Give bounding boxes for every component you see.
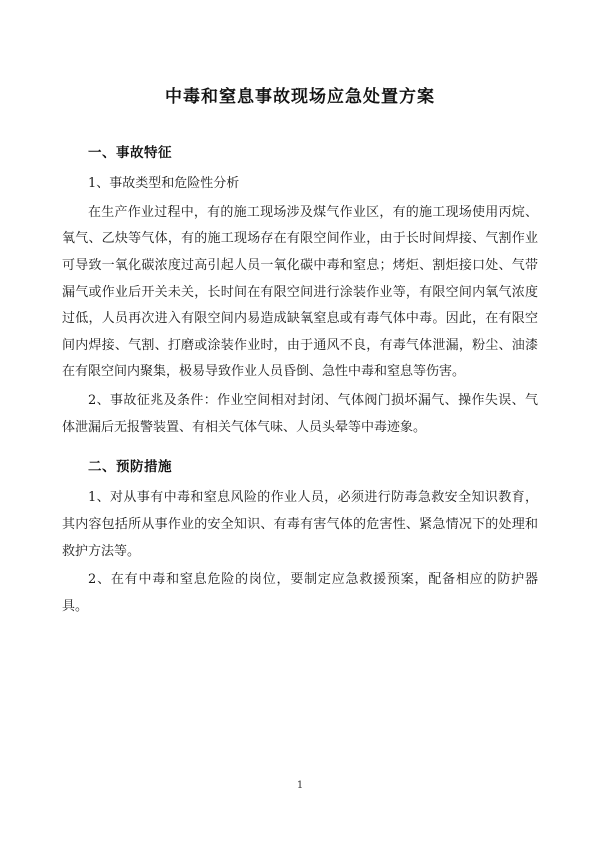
page-number: 1 [296,780,304,791]
paragraph-2-2: 2、在有中毒和窒息危险的岗位，要制定应急救援预案，配备相应的防护器具。 [62,572,538,614]
section-heading-2: 二、预防措施 [88,459,172,476]
paragraph-1-2: 在生产作业过程中，有的施工现场涉及煤气作业区，有的施工现场使用丙烷、氧气、乙炔等气体，有的施工现场存在有限空间作业，由于长时间焊接、气割作业可导致一氧化碳浓度过高引起人员一氧化碳中毒和窒息；烤炬、割炬接口处、气带漏气或作业后开关未关，长时间在有限空间进行涂装作业等，有限空间内氧气浓度过低，人员再次进入有限空间内易造成缺氧窒息或有毒气体中毒。因此，在有限空间内焊接、气割、打磨或涂装作业时，由于通风不良，有毒气体泄漏，粉尘、油漆在有限空间内聚集，极易导致作业人员昏倒、急性中毒和窒息等伤害。 [62,204,538,380]
page-title: 中毒和窒息事故现场应急处置方案 [165,87,435,107]
paragraph-2-1: 1、对从事有中毒和窒息风险的作业人员，必须进行防毒急救安全知识教育，其内容包括所从事作业的安全知识、有毒有害气体的危害性、紧急情况下的处理和救护方法等。 [62,490,538,559]
section-heading-1: 一、事故特征 [88,145,172,161]
paragraph-1-3: 2、事故征兆及条件：作业空间相对封闭、气体阀门损坏漏气、操作失误、气体泄漏后无报警装置、有相关气体气味、人员头晕等中毒迹象。 [62,393,538,435]
paragraph-1-1: 1、事故类型和危险性分析 [88,176,240,191]
